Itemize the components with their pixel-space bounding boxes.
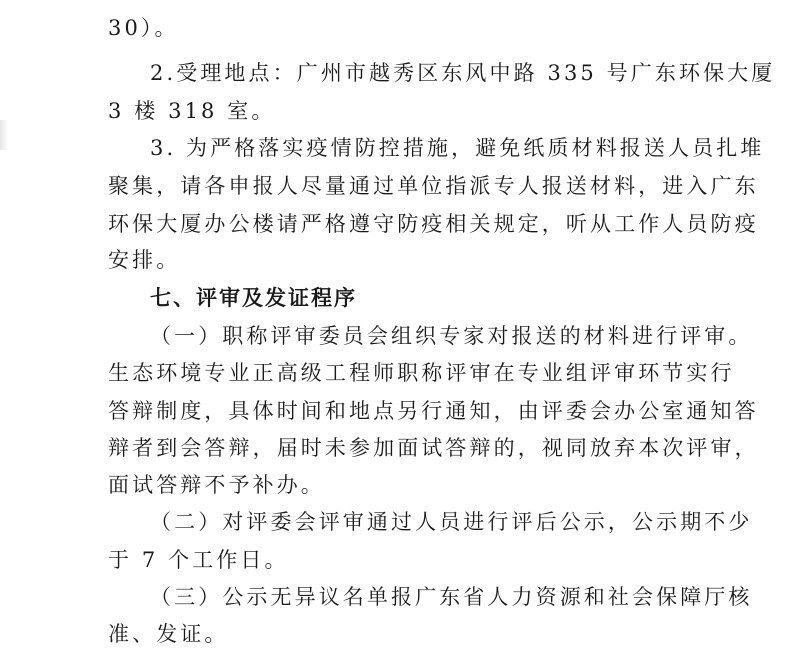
text-line: 辩者到会答辩，届时未参加面试答辩的，视同放弃本次评审， (108, 436, 759, 460)
text-line: 答辩制度，具体时间和地点另行通知，由评委会办公室通知答 (108, 399, 759, 423)
text-line: （三）公示无异议名单报广东省人力资源和社会保障厅核 (150, 585, 753, 609)
text-line: （二）对评委会评审通过人员进行评后公示，公示期不少 (150, 510, 753, 534)
scan-edge-shadow (0, 120, 8, 150)
text-line: （一）职称评审委员会组织专家对报送的材料进行评审。 (150, 324, 753, 348)
text-line: 环保大厦办公楼请严格遵守防疫相关规定，听从工作人员防疫 (108, 212, 759, 236)
text-line: 生态环境专业正高级工程师职称评审在专业组评审环节实行 (108, 361, 735, 385)
text-line: 于 7 个工作日。 (108, 548, 289, 572)
text-line: 安排。 (108, 248, 181, 272)
text-line: 30）。 (108, 16, 179, 40)
text-line: 聚集，请各申报人尽量通过单位指派专人报送材料，进入广东 (108, 174, 759, 198)
text-line: 2.受理地点：广州市越秀区东风中路 335 号广东环保大厦 (150, 61, 776, 85)
text-line: 3 楼 318 室。 (108, 99, 276, 123)
text-line: 面试答辩不予补办。 (108, 473, 325, 497)
text-line: 准、发证。 (108, 622, 229, 646)
section-heading: 七、评审及发证程序 (150, 286, 357, 310)
text-line: 3. 为严格落实疫情防控措施，避免纸质材料报送人员扎堆 (150, 136, 765, 160)
